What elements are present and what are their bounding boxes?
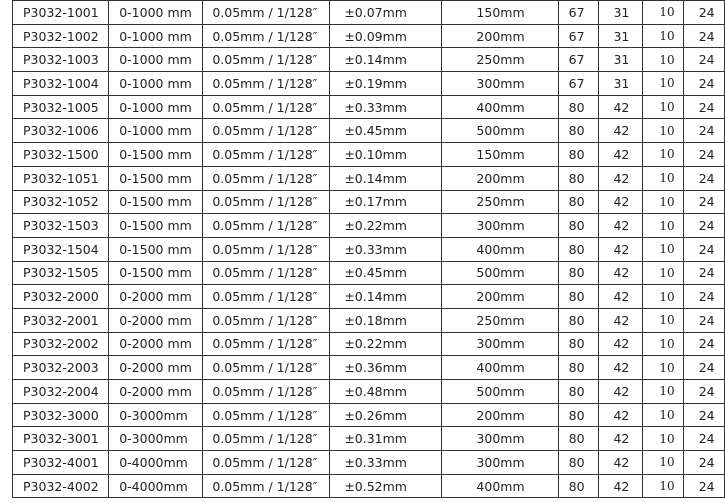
table-row bbox=[13, 380, 725, 404]
measuring-range-cell: 0-3000mm bbox=[109, 403, 203, 427]
accuracy-cell: ±0.33mm bbox=[330, 95, 442, 119]
table-row bbox=[13, 403, 725, 427]
dimension-d-cell: 24 bbox=[683, 24, 724, 48]
dimension-c-cell: 10 bbox=[643, 380, 683, 404]
resolution-cell: 0.05mm / 1/128″ bbox=[203, 95, 330, 119]
model-number-cell: P3032-1005 bbox=[13, 95, 109, 119]
accuracy-cell: ±0.52mm bbox=[330, 474, 442, 498]
dimension-b-cell: 42 bbox=[599, 214, 643, 238]
model-number-cell: P3032-1500 bbox=[13, 143, 109, 167]
table-row bbox=[13, 308, 725, 332]
jaw-length-cell: 500mm bbox=[442, 380, 558, 404]
table-row bbox=[13, 474, 725, 498]
dimension-d-cell: 24 bbox=[683, 1, 724, 25]
dimension-b-cell: 42 bbox=[599, 237, 643, 261]
accuracy-cell: ±0.26mm bbox=[330, 403, 442, 427]
accuracy-cell: ±0.10mm bbox=[330, 143, 442, 167]
table-row bbox=[13, 427, 725, 451]
jaw-length-cell: 400mm bbox=[442, 356, 558, 380]
measuring-range-cell: 0-2000 mm bbox=[109, 356, 203, 380]
table-row bbox=[13, 237, 725, 261]
dimension-a-cell: 67 bbox=[558, 72, 599, 96]
table-row bbox=[13, 24, 725, 48]
dimension-b-cell: 42 bbox=[599, 380, 643, 404]
dimension-b-cell: 42 bbox=[599, 308, 643, 332]
measuring-range-cell: 0-1500 mm bbox=[109, 214, 203, 238]
jaw-length-cell: 300mm bbox=[442, 72, 558, 96]
jaw-length-cell: 300mm bbox=[442, 214, 558, 238]
model-number-cell: P3032-2002 bbox=[13, 332, 109, 356]
measuring-range-cell: 0-1000 mm bbox=[109, 48, 203, 72]
accuracy-cell: ±0.07mm bbox=[330, 1, 442, 25]
jaw-length-cell: 150mm bbox=[442, 1, 558, 25]
dimension-c-cell: 10 bbox=[643, 166, 683, 190]
dimension-d-cell: 24 bbox=[683, 95, 724, 119]
dimension-c-cell: 10 bbox=[643, 143, 683, 167]
dimension-a-cell: 67 bbox=[558, 1, 599, 25]
dimension-c-cell: 10 bbox=[643, 214, 683, 238]
model-number-cell: P3032-1006 bbox=[13, 119, 109, 143]
dimension-d-cell: 24 bbox=[683, 332, 724, 356]
measuring-range-cell: 0-1000 mm bbox=[109, 95, 203, 119]
accuracy-cell: ±0.33mm bbox=[330, 451, 442, 475]
jaw-length-cell: 200mm bbox=[442, 166, 558, 190]
dimension-b-cell: 42 bbox=[599, 95, 643, 119]
dimension-d-cell: 24 bbox=[683, 119, 724, 143]
measuring-range-cell: 0-1500 mm bbox=[109, 237, 203, 261]
table-row bbox=[13, 190, 725, 214]
dimension-a-cell: 80 bbox=[558, 332, 599, 356]
dimension-a-cell: 80 bbox=[558, 143, 599, 167]
measuring-range-cell: 0-1000 mm bbox=[109, 72, 203, 96]
model-number-cell: P3032-1052 bbox=[13, 190, 109, 214]
jaw-length-cell: 300mm bbox=[442, 451, 558, 475]
jaw-length-cell: 400mm bbox=[442, 237, 558, 261]
accuracy-cell: ±0.22mm bbox=[330, 214, 442, 238]
dimension-b-cell: 31 bbox=[599, 1, 643, 25]
resolution-cell: 0.05mm / 1/128″ bbox=[203, 143, 330, 167]
accuracy-cell: ±0.33mm bbox=[330, 237, 442, 261]
measuring-range-cell: 0-1500 mm bbox=[109, 190, 203, 214]
dimension-c-cell: 10 bbox=[643, 190, 683, 214]
dimension-c-cell: 10 bbox=[643, 261, 683, 285]
measuring-range-cell: 0-1000 mm bbox=[109, 24, 203, 48]
dimension-c-cell: 10 bbox=[643, 95, 683, 119]
dimension-d-cell: 24 bbox=[683, 474, 724, 498]
accuracy-cell: ±0.17mm bbox=[330, 190, 442, 214]
model-number-cell: P3032-4002 bbox=[13, 474, 109, 498]
accuracy-cell: ±0.14mm bbox=[330, 285, 442, 309]
dimension-d-cell: 24 bbox=[683, 403, 724, 427]
dimension-d-cell: 24 bbox=[683, 166, 724, 190]
dimension-c-cell: 10 bbox=[643, 48, 683, 72]
dimension-a-cell: 80 bbox=[558, 214, 599, 238]
jaw-length-cell: 500mm bbox=[442, 119, 558, 143]
jaw-length-cell: 250mm bbox=[442, 48, 558, 72]
resolution-cell: 0.05mm / 1/128″ bbox=[203, 119, 330, 143]
table-row bbox=[13, 214, 725, 238]
dimension-b-cell: 42 bbox=[599, 285, 643, 309]
spec-table bbox=[12, 0, 725, 498]
measuring-range-cell: 0-2000 mm bbox=[109, 380, 203, 404]
dimension-a-cell: 80 bbox=[558, 380, 599, 404]
model-number-cell: P3032-2003 bbox=[13, 356, 109, 380]
dimension-b-cell: 42 bbox=[599, 261, 643, 285]
resolution-cell: 0.05mm / 1/128″ bbox=[203, 332, 330, 356]
measuring-range-cell: 0-1500 mm bbox=[109, 261, 203, 285]
table-row bbox=[13, 95, 725, 119]
measuring-range-cell: 0-1500 mm bbox=[109, 166, 203, 190]
resolution-cell: 0.05mm / 1/128″ bbox=[203, 214, 330, 238]
dimension-d-cell: 24 bbox=[683, 380, 724, 404]
model-number-cell: P3032-3001 bbox=[13, 427, 109, 451]
dimension-b-cell: 42 bbox=[599, 143, 643, 167]
jaw-length-cell: 500mm bbox=[442, 261, 558, 285]
accuracy-cell: ±0.14mm bbox=[330, 166, 442, 190]
resolution-cell: 0.05mm / 1/128″ bbox=[203, 261, 330, 285]
measuring-range-cell: 0-2000 mm bbox=[109, 308, 203, 332]
table-row bbox=[13, 119, 725, 143]
table-row bbox=[13, 72, 725, 96]
dimension-b-cell: 31 bbox=[599, 48, 643, 72]
accuracy-cell: ±0.45mm bbox=[330, 119, 442, 143]
resolution-cell: 0.05mm / 1/128″ bbox=[203, 237, 330, 261]
jaw-length-cell: 200mm bbox=[442, 403, 558, 427]
dimension-c-cell: 10 bbox=[643, 119, 683, 143]
dimension-b-cell: 42 bbox=[599, 451, 643, 475]
spec-table-body bbox=[13, 1, 725, 498]
dimension-d-cell: 24 bbox=[683, 285, 724, 309]
jaw-length-cell: 250mm bbox=[442, 308, 558, 332]
dimension-c-cell: 10 bbox=[643, 427, 683, 451]
measuring-range-cell: 0-1500 mm bbox=[109, 143, 203, 167]
dimension-c-cell: 10 bbox=[643, 72, 683, 96]
model-number-cell: P3032-1002 bbox=[13, 24, 109, 48]
dimension-b-cell: 42 bbox=[599, 332, 643, 356]
accuracy-cell: ±0.19mm bbox=[330, 72, 442, 96]
dimension-b-cell: 42 bbox=[599, 403, 643, 427]
table-row bbox=[13, 261, 725, 285]
dimension-d-cell: 24 bbox=[683, 214, 724, 238]
resolution-cell: 0.05mm / 1/128″ bbox=[203, 403, 330, 427]
dimension-c-cell: 10 bbox=[643, 237, 683, 261]
dimension-b-cell: 42 bbox=[599, 190, 643, 214]
measuring-range-cell: 0-1000 mm bbox=[109, 119, 203, 143]
dimension-c-cell: 10 bbox=[643, 332, 683, 356]
accuracy-cell: ±0.31mm bbox=[330, 427, 442, 451]
dimension-c-cell: 10 bbox=[643, 451, 683, 475]
table-row bbox=[13, 1, 725, 25]
jaw-length-cell: 200mm bbox=[442, 285, 558, 309]
resolution-cell: 0.05mm / 1/128″ bbox=[203, 474, 330, 498]
dimension-b-cell: 42 bbox=[599, 166, 643, 190]
model-number-cell: P3032-1505 bbox=[13, 261, 109, 285]
jaw-length-cell: 400mm bbox=[442, 474, 558, 498]
dimension-a-cell: 80 bbox=[558, 308, 599, 332]
resolution-cell: 0.05mm / 1/128″ bbox=[203, 427, 330, 451]
dimension-b-cell: 42 bbox=[599, 119, 643, 143]
dimension-d-cell: 24 bbox=[683, 143, 724, 167]
dimension-c-cell: 10 bbox=[643, 308, 683, 332]
accuracy-cell: ±0.09mm bbox=[330, 24, 442, 48]
dimension-d-cell: 24 bbox=[683, 237, 724, 261]
dimension-b-cell: 42 bbox=[599, 427, 643, 451]
resolution-cell: 0.05mm / 1/128″ bbox=[203, 285, 330, 309]
model-number-cell: P3032-4001 bbox=[13, 451, 109, 475]
dimension-c-cell: 10 bbox=[643, 356, 683, 380]
model-number-cell: P3032-2000 bbox=[13, 285, 109, 309]
model-number-cell: P3032-1004 bbox=[13, 72, 109, 96]
measuring-range-cell: 0-3000mm bbox=[109, 427, 203, 451]
dimension-c-cell: 10 bbox=[643, 285, 683, 309]
model-number-cell: P3032-1001 bbox=[13, 1, 109, 25]
model-number-cell: P3032-1504 bbox=[13, 237, 109, 261]
dimension-d-cell: 24 bbox=[683, 48, 724, 72]
table-row bbox=[13, 166, 725, 190]
accuracy-cell: ±0.22mm bbox=[330, 332, 442, 356]
dimension-a-cell: 67 bbox=[558, 24, 599, 48]
measuring-range-cell: 0-4000mm bbox=[109, 451, 203, 475]
dimension-c-cell: 10 bbox=[643, 403, 683, 427]
resolution-cell: 0.05mm / 1/128″ bbox=[203, 1, 330, 25]
dimension-a-cell: 80 bbox=[558, 285, 599, 309]
dimension-b-cell: 31 bbox=[599, 24, 643, 48]
dimension-b-cell: 42 bbox=[599, 474, 643, 498]
dimension-a-cell: 80 bbox=[558, 451, 599, 475]
measuring-range-cell: 0-4000mm bbox=[109, 474, 203, 498]
accuracy-cell: ±0.48mm bbox=[330, 380, 442, 404]
dimension-b-cell: 31 bbox=[599, 72, 643, 96]
dimension-c-cell: 10 bbox=[643, 474, 683, 498]
jaw-length-cell: 150mm bbox=[442, 143, 558, 167]
resolution-cell: 0.05mm / 1/128″ bbox=[203, 380, 330, 404]
measuring-range-cell: 0-2000 mm bbox=[109, 332, 203, 356]
table-row bbox=[13, 356, 725, 380]
resolution-cell: 0.05mm / 1/128″ bbox=[203, 166, 330, 190]
dimension-d-cell: 24 bbox=[683, 451, 724, 475]
accuracy-cell: ±0.45mm bbox=[330, 261, 442, 285]
dimension-a-cell: 80 bbox=[558, 166, 599, 190]
resolution-cell: 0.05mm / 1/128″ bbox=[203, 451, 330, 475]
resolution-cell: 0.05mm / 1/128″ bbox=[203, 356, 330, 380]
table-row bbox=[13, 143, 725, 167]
spec-table-container bbox=[12, 0, 725, 498]
jaw-length-cell: 300mm bbox=[442, 427, 558, 451]
resolution-cell: 0.05mm / 1/128″ bbox=[203, 308, 330, 332]
model-number-cell: P3032-1003 bbox=[13, 48, 109, 72]
dimension-c-cell: 10 bbox=[643, 24, 683, 48]
model-number-cell: P3032-3000 bbox=[13, 403, 109, 427]
dimension-d-cell: 24 bbox=[683, 427, 724, 451]
dimension-a-cell: 80 bbox=[558, 261, 599, 285]
accuracy-cell: ±0.36mm bbox=[330, 356, 442, 380]
dimension-d-cell: 24 bbox=[683, 356, 724, 380]
model-number-cell: P3032-1503 bbox=[13, 214, 109, 238]
table-row bbox=[13, 48, 725, 72]
jaw-length-cell: 250mm bbox=[442, 190, 558, 214]
dimension-a-cell: 80 bbox=[558, 237, 599, 261]
dimension-c-cell: 10 bbox=[643, 1, 683, 25]
resolution-cell: 0.05mm / 1/128″ bbox=[203, 24, 330, 48]
jaw-length-cell: 300mm bbox=[442, 332, 558, 356]
accuracy-cell: ±0.18mm bbox=[330, 308, 442, 332]
table-row bbox=[13, 451, 725, 475]
dimension-d-cell: 24 bbox=[683, 190, 724, 214]
resolution-cell: 0.05mm / 1/128″ bbox=[203, 190, 330, 214]
table-row bbox=[13, 332, 725, 356]
model-number-cell: P3032-2004 bbox=[13, 380, 109, 404]
dimension-d-cell: 24 bbox=[683, 72, 724, 96]
dimension-a-cell: 80 bbox=[558, 474, 599, 498]
dimension-a-cell: 80 bbox=[558, 95, 599, 119]
dimension-a-cell: 80 bbox=[558, 356, 599, 380]
dimension-d-cell: 24 bbox=[683, 308, 724, 332]
measuring-range-cell: 0-2000 mm bbox=[109, 285, 203, 309]
dimension-a-cell: 80 bbox=[558, 119, 599, 143]
model-number-cell: P3032-1051 bbox=[13, 166, 109, 190]
dimension-a-cell: 80 bbox=[558, 190, 599, 214]
dimension-b-cell: 42 bbox=[599, 356, 643, 380]
dimension-a-cell: 80 bbox=[558, 427, 599, 451]
dimension-d-cell: 24 bbox=[683, 261, 724, 285]
measuring-range-cell: 0-1000 mm bbox=[109, 1, 203, 25]
jaw-length-cell: 200mm bbox=[442, 24, 558, 48]
resolution-cell: 0.05mm / 1/128″ bbox=[203, 72, 330, 96]
resolution-cell: 0.05mm / 1/128″ bbox=[203, 48, 330, 72]
dimension-a-cell: 80 bbox=[558, 403, 599, 427]
table-row bbox=[13, 285, 725, 309]
jaw-length-cell: 400mm bbox=[442, 95, 558, 119]
model-number-cell: P3032-2001 bbox=[13, 308, 109, 332]
accuracy-cell: ±0.14mm bbox=[330, 48, 442, 72]
dimension-a-cell: 67 bbox=[558, 48, 599, 72]
